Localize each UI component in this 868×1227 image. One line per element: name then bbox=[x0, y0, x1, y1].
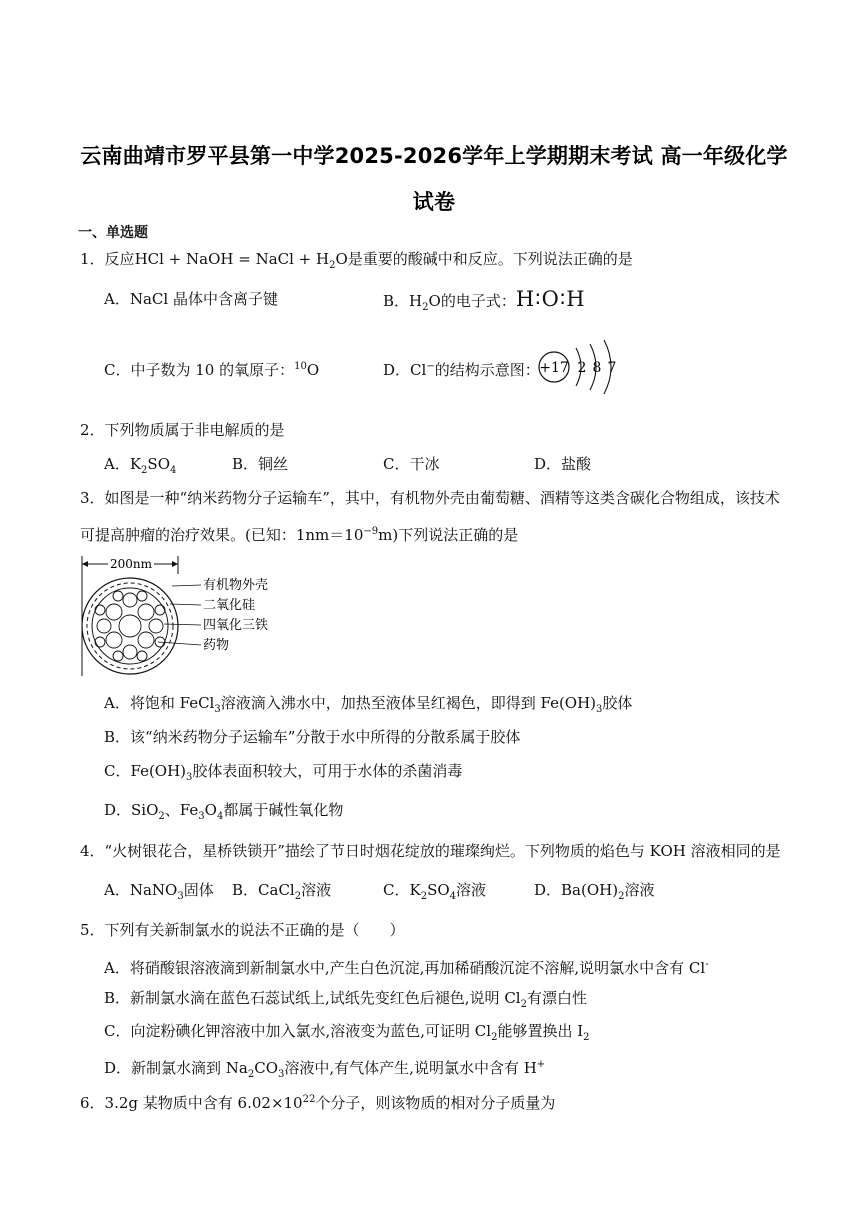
question-3-option-d: D．SiO$_2$、$Fe_3O_4$都属于碱性氧化物 bbox=[104, 801, 344, 822]
shell-2-electrons: 8 bbox=[592, 360, 602, 376]
question-3-option-c: C．$Fe(OH)_3$胶体表面积较大，可用于水体的杀菌消毒 bbox=[104, 762, 463, 783]
question-2-option-b: B．铜丝 bbox=[232, 455, 289, 473]
drug-particles bbox=[95, 591, 165, 661]
question-2-option-a: A．$K_2SO_4$ bbox=[104, 455, 177, 476]
question-1-option-b: B．$H_2O$的电子式：H∶O∶H bbox=[383, 287, 586, 313]
question-1-option-d: D．Cl−的结构示意图： bbox=[383, 361, 540, 379]
question-5-option-c: C．向淀粉碘化钾溶液中加入氯水,溶液变为蓝色,可证明 $Cl_2$能够置换出 $I_2$ bbox=[104, 1022, 590, 1043]
label-iron-oxide: 四氧化三铁 bbox=[203, 618, 269, 633]
question-2-option-c: C．干冰 bbox=[383, 455, 440, 473]
shell-3-electrons: 7 bbox=[607, 360, 617, 376]
question-4-option-a: A．NaNO$_3$固体 bbox=[104, 881, 214, 902]
question-1-stem: 1．反应HCl + NaOH = NaCl + $H_2O$是重要的酸碱中和反应。下列说法正确的是 bbox=[80, 250, 633, 271]
electron-formula: H∶O∶H bbox=[515, 287, 586, 311]
question-4-option-d: D．$Ba(OH)_2$溶液 bbox=[534, 881, 655, 902]
exam-title-line1: 云南曲靖市罗平县第一中学2025-2026学年上学期期末考试 高一年级化学 bbox=[80, 144, 788, 168]
question-4-stem: 4．“火树银花合，星桥铁锁开”描绘了节日时烟花绽放的璀璨绚烂。下列物质的焰色与 KOH 溶液相同的是 bbox=[80, 842, 781, 860]
label-organic-shell: 有机物外壳 bbox=[203, 578, 269, 593]
nucleus-charge: +17 bbox=[539, 360, 569, 376]
chlorine-ion-structure-diagram bbox=[536, 340, 626, 394]
label-silica: 二氧化硅 bbox=[203, 598, 256, 613]
question-4-option-c: C．$K_2SO_4$溶液 bbox=[383, 881, 487, 902]
question-5-stem: 5．下列有关新制氯水的说法不正确的是（ ） bbox=[80, 921, 405, 939]
question-2-stem: 2．下列物质属于非电解质的是 bbox=[80, 421, 285, 439]
question-5-option-d: D．新制氯水滴到 $Na_2CO_3$溶液中,有气体产生,说明氯水中含有 H+ bbox=[104, 1059, 546, 1080]
question-1-option-a: A．NaCl 晶体中含离子键 bbox=[104, 290, 278, 308]
question-1-option-c: C．中子数为 10 的氧原子：$^{10}$O bbox=[104, 361, 320, 379]
question-3-option-b: B．该“纳米药物分子运输车”分散于水中所得的分散系属于胶体 bbox=[104, 728, 521, 746]
diameter-label: 200nm bbox=[109, 557, 153, 571]
question-2-option-d: D．盐酸 bbox=[534, 455, 592, 473]
question-5-option-a: A．将硝酸银溶液滴到新制氯水中,产生白色沉淀,再加稀硝酸沉淀不溶解,说明氯水中含有 Cl- bbox=[104, 959, 709, 977]
section-heading-single-choice: 一、单选题 bbox=[78, 225, 148, 241]
shell-1-electrons: 2 bbox=[577, 360, 587, 376]
organic-shell-outer bbox=[82, 578, 178, 674]
question-3-stem-line2: 可提高肿瘤的治疗效果。(已知：$1nm=10^{-9}m$)下列说法正确的是 bbox=[80, 526, 519, 544]
exam-title-line2: 试卷 bbox=[412, 190, 456, 214]
question-6-stem: 6．3.2g 某物质中含有 $6.02\times 10^{22}$个分子，则该物质的相对分子质量为 bbox=[80, 1094, 556, 1112]
question-3-option-a: A．将饱和 FeCl$_3$溶液滴入沸水中，加热至液体呈红褐色，即得到 $Fe(OH)_3$胶体 bbox=[104, 694, 633, 715]
label-drug: 药物 bbox=[203, 638, 230, 653]
question-3-stem-line1: 3．如图是一种“纳米药物分子运输车”，其中，有机物外壳由葡萄糖、酒精等这类含碳化合物组成，该技术 bbox=[80, 489, 780, 507]
silica-layer bbox=[87, 583, 173, 669]
question-5-option-b: B．新制氯水滴在蓝色石蕊试纸上,试纸先变红色后褪色,说明 $Cl_2$有漂白性 bbox=[104, 989, 587, 1010]
nano-drug-carrier-diagram bbox=[78, 554, 288, 678]
iron-oxide-layer bbox=[92, 588, 168, 664]
question-4-option-b: B．CaCl$_2$溶液 bbox=[232, 881, 332, 902]
